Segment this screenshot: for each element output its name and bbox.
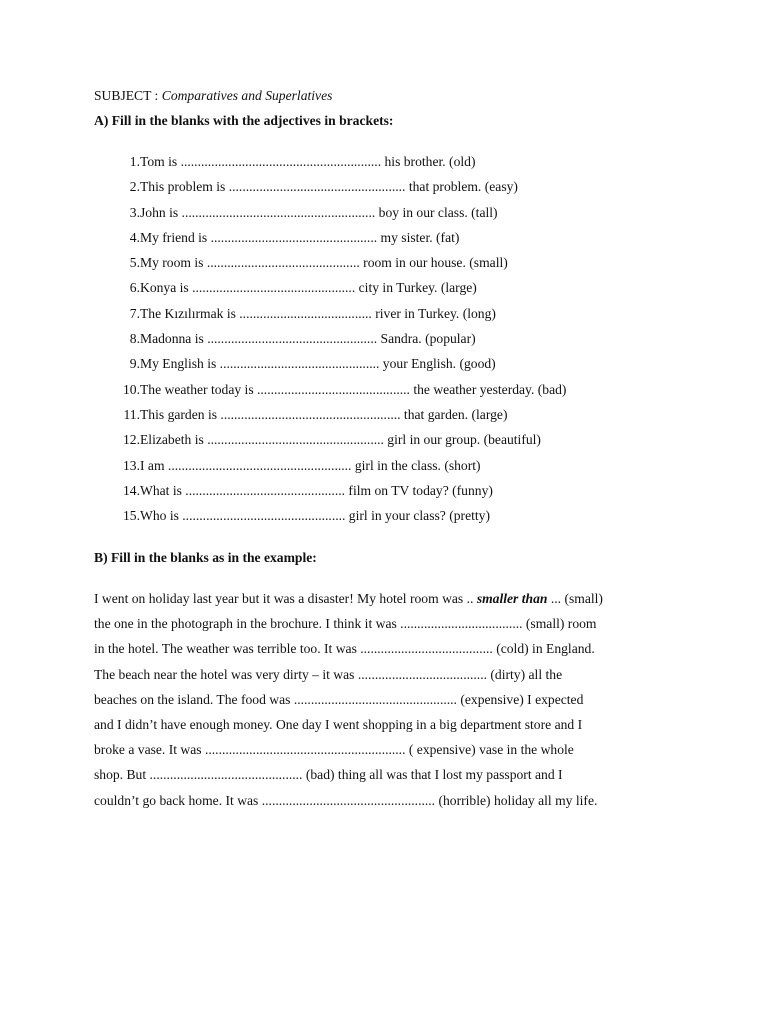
paragraph-line [94,640,694,665]
item-text: My English is ............................................... your English. (good) [140,356,496,372]
exercise-item [94,431,566,456]
paragraph-line [94,766,694,791]
paragraph-line [94,691,694,716]
item-text: I am ...................................................... girl in the class. (short) [140,457,481,473]
item-text: Madonna is .................................................. Sandra. (popular) [140,331,476,347]
item-number: 11. [123,406,140,422]
exercise-item [94,178,566,203]
item-number: 4. [129,229,140,245]
example-answer: smaller than [476,591,548,606]
subject-line [94,87,332,105]
item-text: Elizabeth is .................................................... girl in our group. (beautiful) [140,432,541,448]
exercise-item [94,153,566,178]
exercise-item [94,330,566,355]
item-number: 15. [123,508,140,524]
item-number: 14. [123,482,140,498]
paragraph-line [94,792,694,817]
item-number: 1. [129,154,140,169]
exercise-item [94,457,566,482]
item-text: The Kızılırmak is ....................................... river in Turkey. (long) [140,305,496,321]
item-number: 3. [129,204,140,220]
item-text: This garden is ..................................................... that garden. (large) [140,406,508,422]
line-text: the one in the photograph in the brochure. I think it was .................................... (small) room [94,616,597,632]
item-text: Who is ................................................ girl in your class? (pretty) [140,508,490,524]
item-text: My friend is ................................................. my sister. (fat) [140,229,460,245]
item-text: The weather today is ............................................. the weather yesterday. (bad) [140,381,567,397]
exercise-item [94,229,566,254]
item-text: My room is ............................................. room in our house. (small) [140,255,508,271]
line-text: I went on holiday last year but it was a disaster! My hotel room was .. [94,591,477,606]
exercise-item [94,406,566,431]
paragraph-line [94,615,694,640]
item-number: 9. [129,356,140,372]
item-number: 10. [123,381,140,397]
exercise-item [94,305,566,330]
line-text: broke a vase. It was ........................................................... ( expensive) vase in the whole [94,742,574,758]
line-text: shop. But ............................................. (bad) thing all was that I lost my passport and I [94,767,563,783]
line-text: The beach near the hotel was very dirty – it was ...................................... (dirty) all the [94,666,563,682]
section-b-paragraph [94,590,694,817]
exercise-item [94,507,566,532]
item-number: 13. [123,457,140,473]
item-number: 2. [129,179,140,195]
subject-label: SUBJECT : [94,88,162,103]
line-text: couldn’t go back home. It was ................................................... (horrible) holiday all my life. [94,792,598,808]
item-number: 12. [123,432,140,448]
exercise-item [94,482,566,507]
item-text: Tom is ........................................................... his brother. (old) [140,154,476,169]
section-b-heading: B) Fill in the blanks as in the example: [94,550,317,565]
section-a-list [94,153,566,532]
paragraph-line [94,716,694,741]
line-text: and I didn’t have enough money. One day I went shopping in a big department store and I [94,716,583,732]
line-text: beaches on the island. The food was ................................................ (expensive) I expected [94,691,584,707]
line-text: in the hotel. The weather was terrible too. It was ....................................... (cold) in England. [94,641,595,657]
item-text: This problem is .................................................... that problem. (easy) [140,179,518,195]
paragraph-line [94,666,694,691]
item-number: 6. [129,280,140,296]
item-text: John is ......................................................... boy in our class. (tall) [140,204,498,220]
exercise-item [94,381,566,406]
exercise-item [94,355,566,380]
item-number: 5. [129,255,140,271]
exercise-item [94,279,566,304]
exercise-item [94,204,566,229]
exercise-item [94,254,566,279]
section-a-heading: A) Fill in the blanks with the adjectives in brackets: [94,113,394,128]
item-text: Konya is ................................................ city in Turkey. (large) [140,280,477,296]
item-number: 8. [129,331,140,347]
paragraph-line [94,741,694,766]
subject-title: Comparatives and Superlatives [161,88,333,103]
item-text: What is ............................................... film on TV today? (funny) [140,482,493,498]
item-number: 7. [129,305,140,321]
paragraph-line [94,590,694,615]
line-text-after: ... (small) [547,591,603,606]
